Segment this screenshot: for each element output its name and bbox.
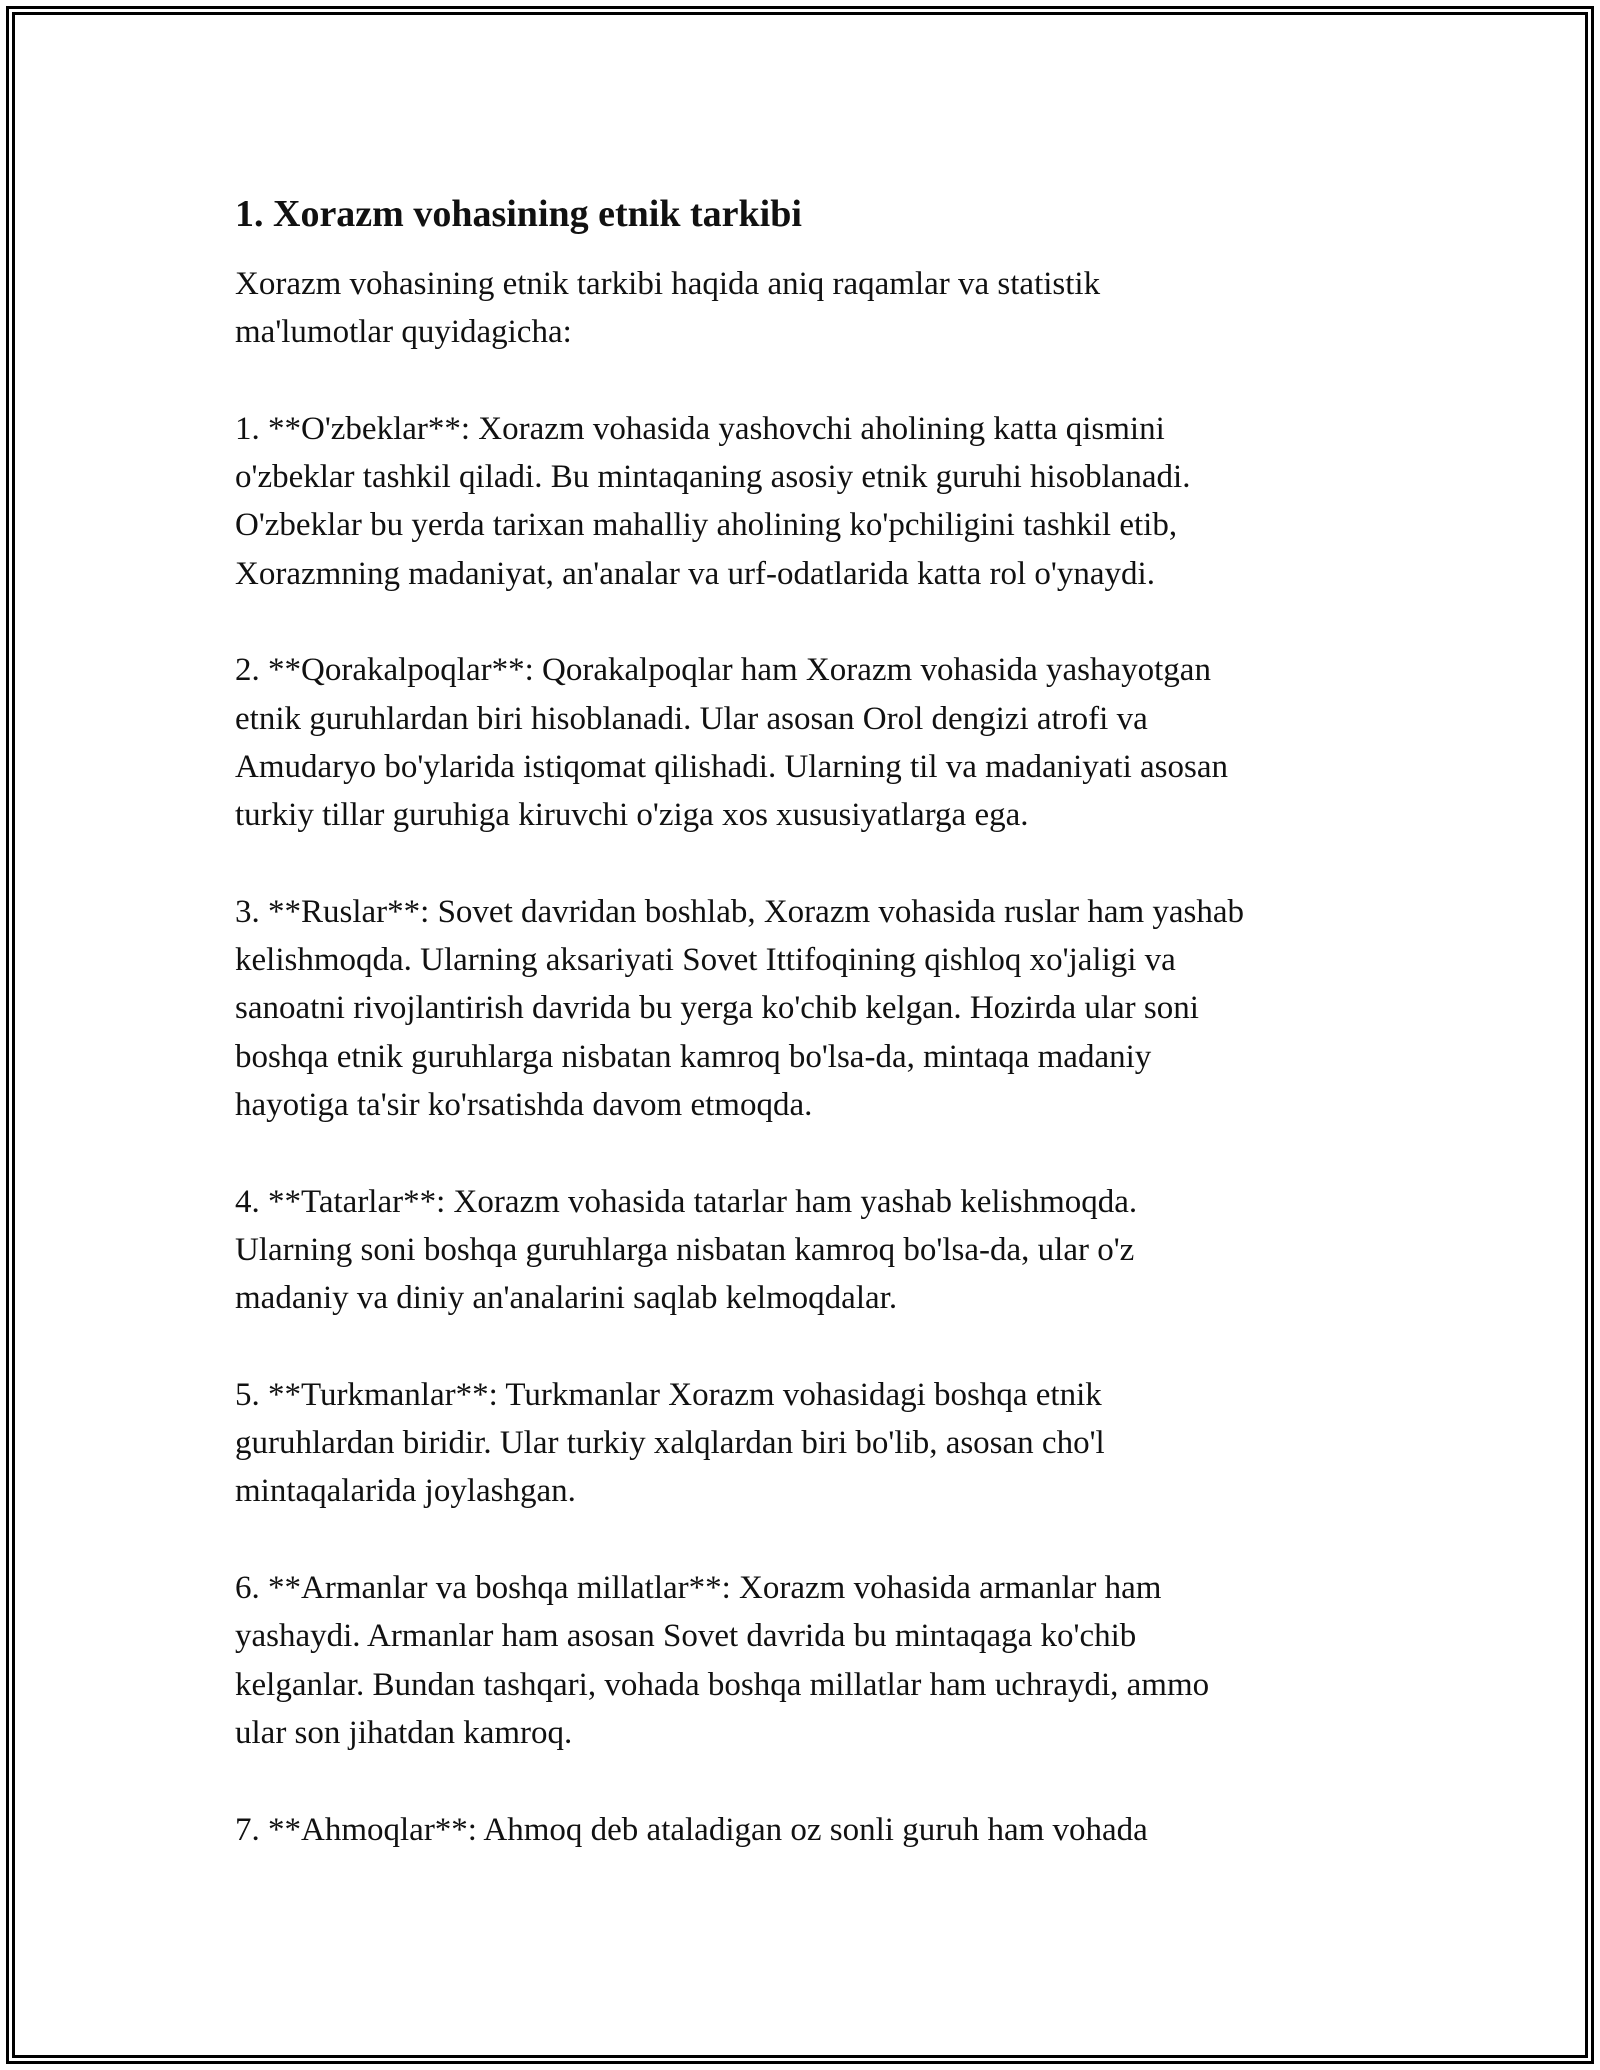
intro-paragraph: Xorazm vohasining etnik tarkibi haqida aniq raqamlar va statistik ma'lumotlar quyidagicha:: [235, 266, 1101, 351]
list-item-tatars: 4. **Tatarlar**: Xorazm vohasida tatarlar ham yashab kelishmoqda. Ularning soni boshqa guruhlarga nisbatan kamroq bo'lsa-da, ular o'z madaniy va diniy an'analarini saqlab kelmoqdalar.: [235, 1183, 1138, 1317]
list-item-ahmoqlar: 7. **Ahmoqlar**: Ahmoq deb ataladigan oz sonli guruh ham vohada: [235, 1811, 1148, 1848]
document-body: [235, 180, 1375, 1902]
section-heading: 1. Xorazm vohasining etnik tarkibi: [235, 193, 802, 235]
list-item-uzbeks: 1. **O'zbeklar**: Xorazm vohasida yashovchi aholining katta qismini o'zbeklar tashkil qiladi. Bu mintaqaning asosiy etnik guruhi hisoblanadi. O'zbeklar bu yerda tarixan mahalliy aholining ko'pchiligini tashkil etib, Xorazmning madaniyat, an'analar va urf-odatlarida katta rol o'ynaydi.: [235, 410, 1191, 592]
list-item-turkmens: 5. **Turkmanlar**: Turkmanlar Xorazm vohasidagi boshqa etnik guruhlardan biridir. Ular turkiy xalqlardan biri bo'lib, asosan cho'l mintaqalarida joylashgan.: [235, 1376, 1105, 1510]
list-item-russians: 3. **Ruslar**: Sovet davridan boshlab, Xorazm vohasida ruslar ham yashab kelishmoqda. Ularning aksariyati Sovet Ittifoqining qishloq xo'jaligi va sanoatni rivojlantirish davrida bu yerga ko'chib kelgan. Hozirda ular soni boshqa etnik guruhlarga nisbatan kamroq bo'lsa-da, mintaqa madaniy hayotiga ta'sir ko'rsatishda davom etmoqda.: [235, 893, 1245, 1124]
list-item-armenians: 6. **Armanlar va boshqa millatlar**: Xorazm vohasida armanlar ham yashaydi. Armanlar ham asosan Sovet davrida bu mintaqaga ko'chib kelganlar. Bundan tashqari, vohada boshqa millatlar ham uchraydi, ammo ular son jihatdan kamroq.: [235, 1570, 1210, 1751]
list-item-karakalpaks: 2. **Qorakalpoqlar**: Qorakalpoqlar ham Xorazm vohasida yashayotgan etnik guruhlardan biri hisoblanadi. Ular asosan Orol dengizi atrofi va Amudaryo bo'ylarida istiqomat qilishadi. Ularning til va madaniyati asosan turkiy tillar guruhiga kiruvchi o'ziga xos xususiyatlarga ega.: [235, 652, 1228, 834]
